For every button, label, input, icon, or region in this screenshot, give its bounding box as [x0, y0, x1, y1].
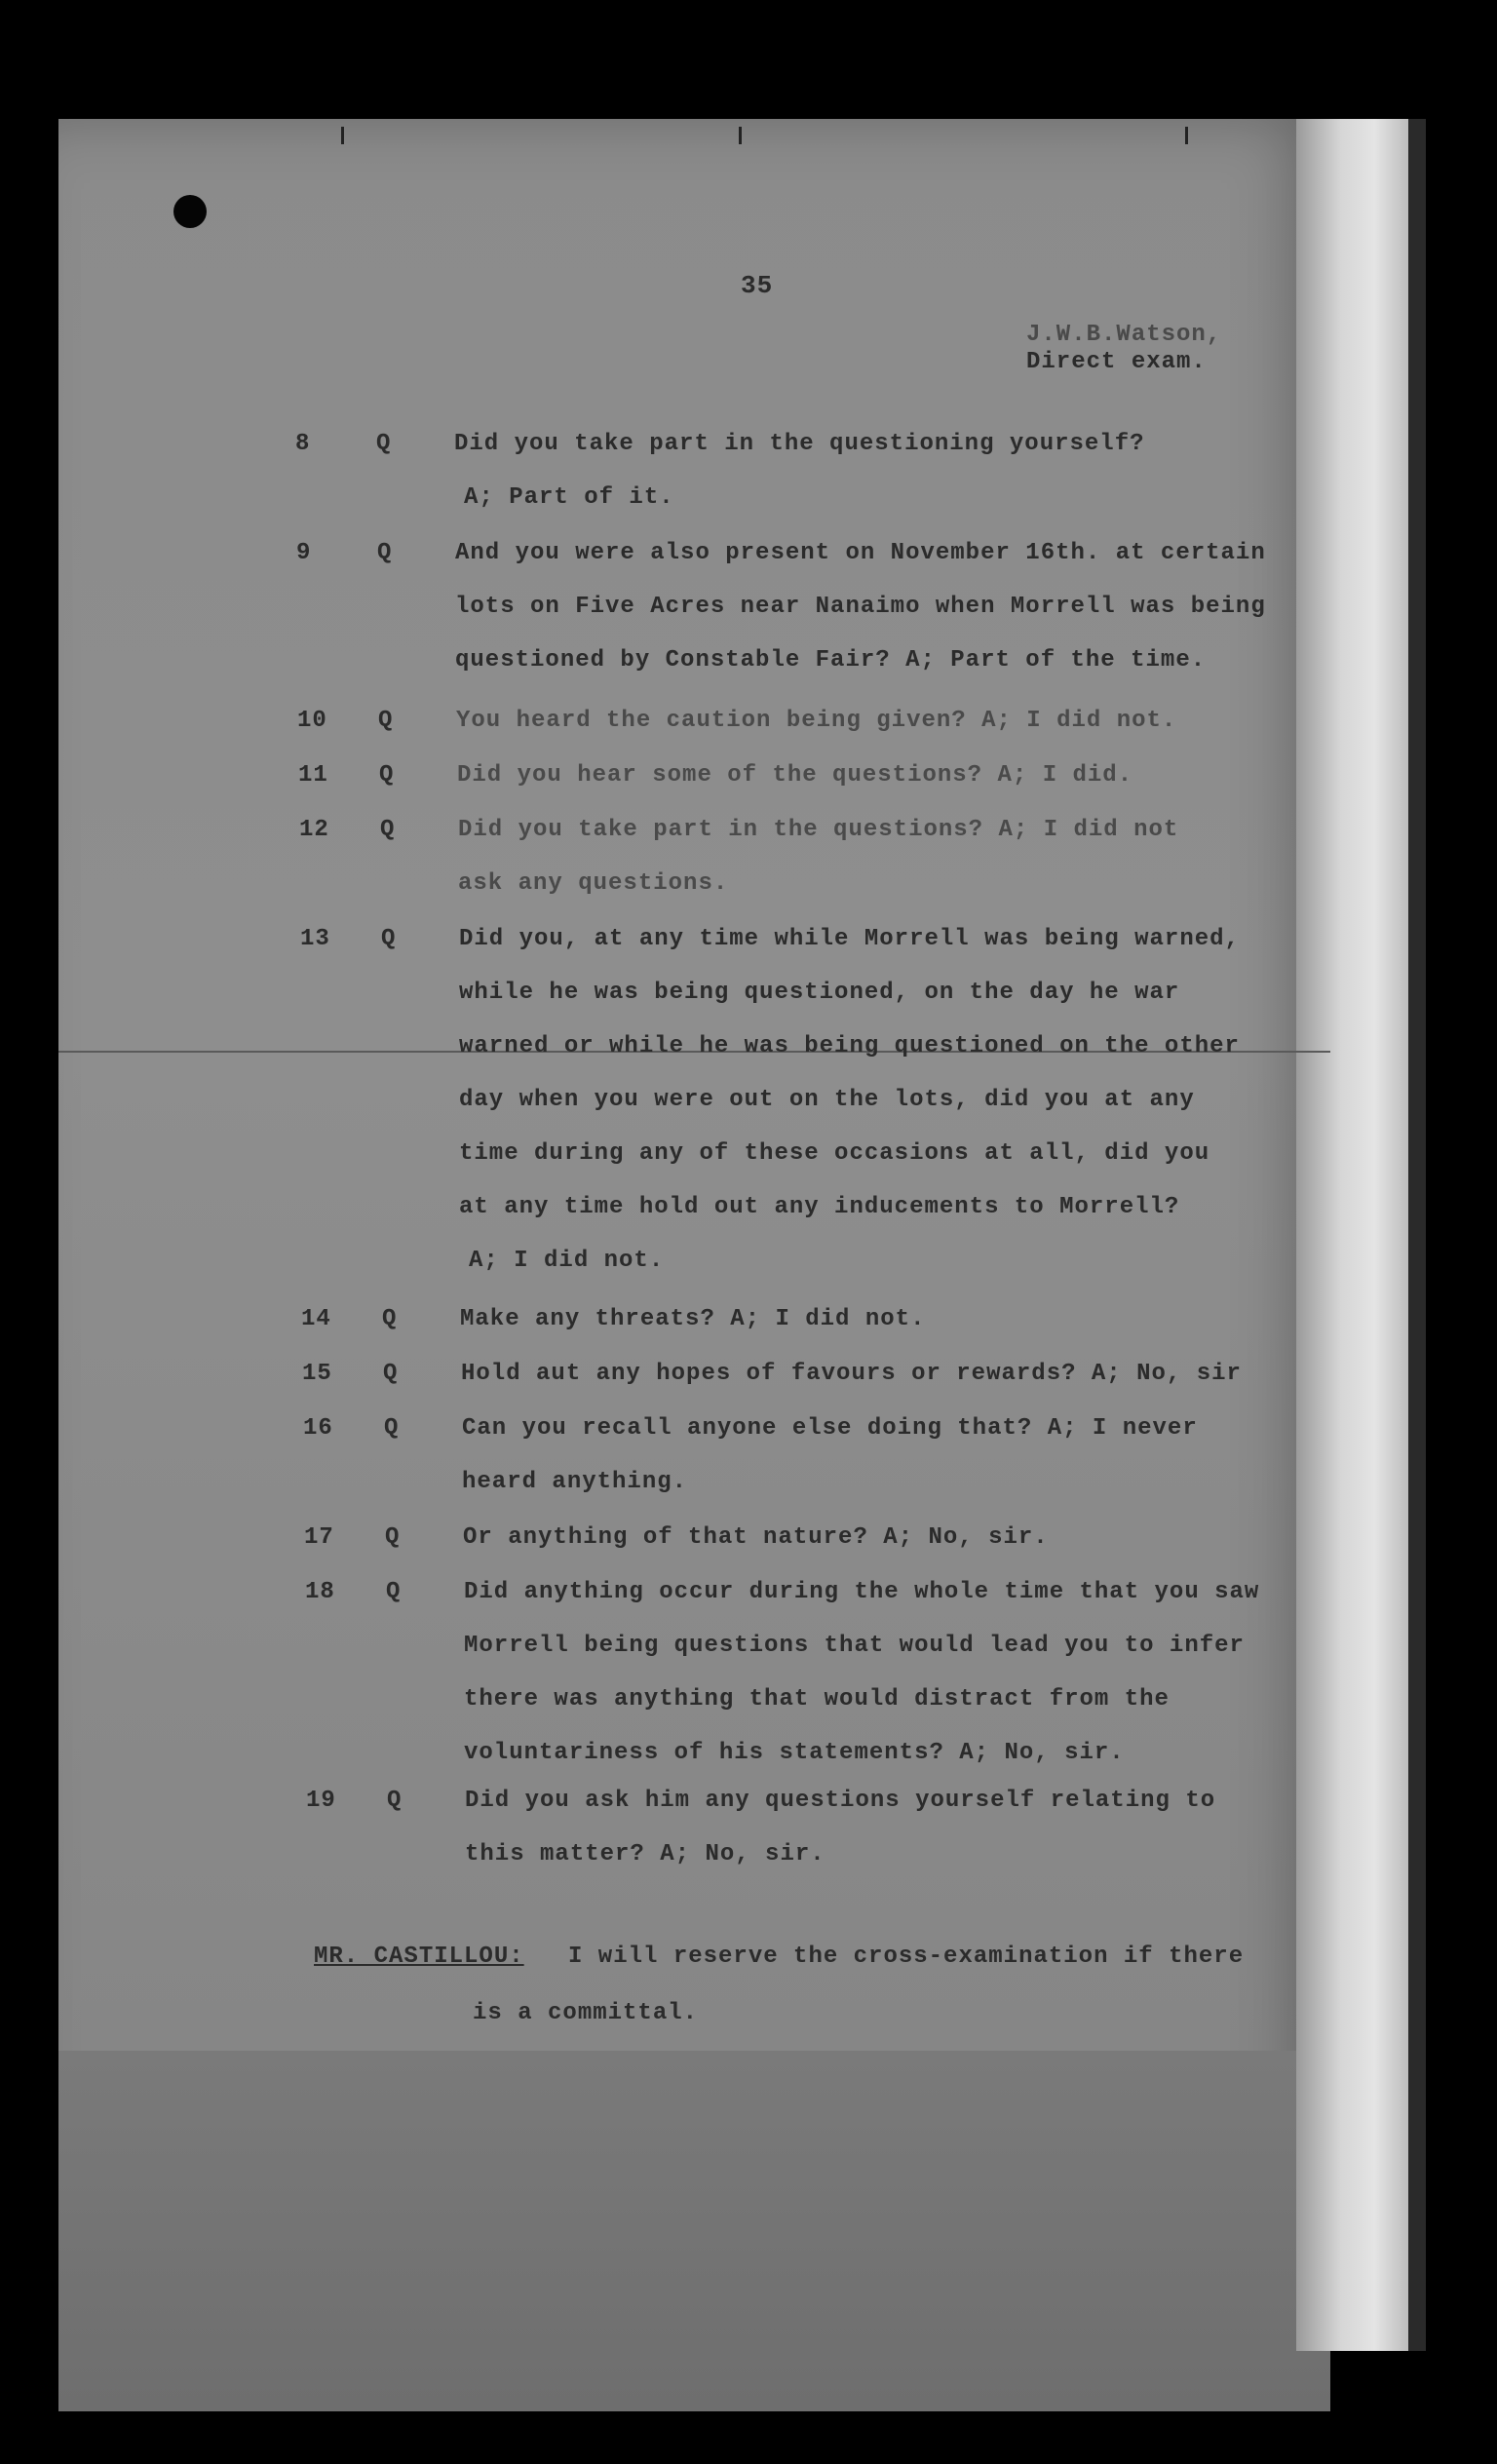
closing-line-2: is a committal.	[473, 2000, 699, 2026]
page-edge-shadow	[1408, 119, 1426, 2351]
question-number: 11	[298, 762, 328, 789]
question-line: day when you were out on the lots, did you at any	[459, 1087, 1195, 1113]
question-line: A; I did not.	[469, 1248, 665, 1274]
question-marker: Q	[384, 1415, 400, 1442]
question-line: Did you take part in the questions? A; I did not	[458, 817, 1179, 843]
question-line: there was anything that would distract from the	[464, 1686, 1170, 1713]
question-marker: Q	[379, 762, 395, 789]
question-line: warned or while he was being questioned on the other	[459, 1033, 1240, 1059]
margin-tick	[341, 127, 344, 144]
question-line: ask any questions.	[458, 870, 729, 897]
question-line: And you were also present on November 16th. at certain	[455, 540, 1266, 566]
question-marker: Q	[377, 540, 393, 566]
question-number: 12	[299, 817, 329, 843]
margin-tick	[1185, 127, 1188, 144]
page-number: 35	[741, 271, 774, 300]
question-number: 10	[297, 708, 327, 734]
question-line: this matter? A; No, sir.	[465, 1841, 825, 1867]
question-line: while he was being questioned, on the day he war	[459, 980, 1180, 1006]
question-line: Can you recall anyone else doing that? A; I never	[462, 1415, 1198, 1442]
question-line: lots on Five Acres near Nanaimo when Morrell was being	[455, 594, 1266, 620]
question-marker: Q	[383, 1361, 399, 1387]
question-number: 18	[305, 1579, 335, 1605]
question-marker: Q	[378, 708, 394, 734]
question-number: 16	[303, 1415, 333, 1442]
exam-type: Direct exam.	[1026, 349, 1207, 375]
question-line: voluntariness of his statements? A; No, sir.	[464, 1740, 1125, 1766]
question-marker: Q	[382, 1306, 398, 1332]
page-edge-glare	[1296, 119, 1408, 2351]
question-marker: Q	[381, 926, 397, 952]
question-number: 15	[302, 1361, 332, 1387]
question-marker: Q	[380, 817, 396, 843]
question-line: Did you take part in the questioning yourself?	[454, 431, 1145, 457]
question-line: heard anything.	[462, 1469, 688, 1495]
question-line: You heard the caution being given? A; I did not.	[456, 708, 1177, 734]
question-line: Hold aut any hopes of favours or rewards? A; No, sir	[461, 1361, 1242, 1387]
question-line: Or anything of that nature? A; No, sir.	[463, 1524, 1049, 1551]
question-number: 14	[301, 1306, 331, 1332]
witness-name: J.W.B.Watson,	[1026, 322, 1222, 348]
question-line: Did you ask him any questions yourself relating to	[465, 1788, 1216, 1814]
question-number: 13	[300, 926, 330, 952]
question-line: Make any threats? A; I did not.	[460, 1306, 926, 1332]
lower-page-band	[58, 2051, 1330, 2411]
question-line: Did anything occur during the whole time that you saw	[464, 1579, 1260, 1605]
question-marker: Q	[386, 1579, 402, 1605]
question-line: Did you hear some of the questions? A; I did.	[457, 762, 1133, 789]
question-line: questioned by Constable Fair? A; Part of the time.	[455, 647, 1207, 674]
question-number: 17	[304, 1524, 334, 1551]
question-line: time during any of these occasions at all, did you	[459, 1140, 1210, 1167]
question-line: at any time hold out any inducements to Morrell?	[459, 1194, 1180, 1220]
question-marker: Q	[385, 1524, 401, 1551]
question-line: A; Part of it.	[464, 484, 674, 511]
margin-tick	[739, 127, 742, 144]
punch-hole	[173, 195, 207, 228]
question-number: 8	[295, 431, 311, 457]
question-marker: Q	[387, 1788, 403, 1814]
question-line: Did you, at any time while Morrell was being warned,	[459, 926, 1240, 952]
question-number: 19	[306, 1788, 336, 1814]
closing-speaker: MR. CASTILLOU:	[314, 1944, 524, 1970]
closing-line-1: I will reserve the cross-examination if there	[568, 1944, 1245, 1970]
question-number: 9	[296, 540, 312, 566]
question-line: Morrell being questions that would lead you to infer	[464, 1633, 1245, 1659]
question-marker: Q	[376, 431, 392, 457]
